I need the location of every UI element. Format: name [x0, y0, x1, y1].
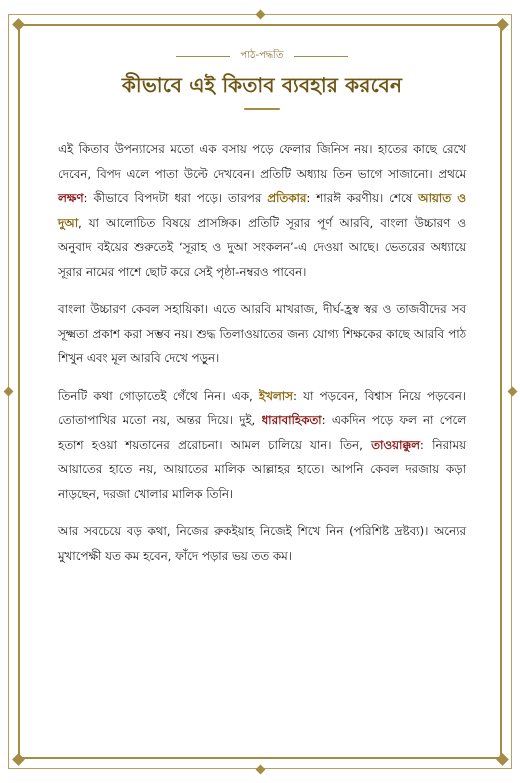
- term-ikhlas: ইখলাস: [259, 388, 293, 403]
- text-span: বাংলা উচ্চারণ কেবল সহায়িকা। এতে আরবি মাখরাজ, দীর্ঘ-হ্রস্ব স্বর ও তাজবীদের সব সূক্ষ্মতা প্রকাশ করা সম্ভব নয়। শুদ্ধ তিলাওয়াতের জন্য যোগ্য শিক্ষকের কাছে আরবি পাঠ শিখুন এবং মূল আরবি দেখে পড়ুন।: [58, 302, 466, 365]
- section-kicker: [58, 48, 466, 64]
- kicker-rule-left: [176, 56, 230, 57]
- title-underline: [244, 108, 280, 110]
- paragraph-pronunciation-note: [58, 297, 466, 371]
- page-content: [58, 40, 466, 581]
- text-span: তিনটি কথা গোড়াতেই গেঁথে নিন। এক,: [58, 388, 260, 403]
- text-span: : কীভাবে বিপদটা ধরা পড়ে। তারপর: [83, 191, 268, 205]
- paragraph-structure: [58, 137, 466, 284]
- text-span: : একদিন পড়ে ফল না পেলে হতাশ হওয়া শয়তানের প্ররোচনা। আমল চালিয়ে যান। তিন,: [58, 413, 467, 452]
- term-verses-duas: আয়াত ও দুআ: [58, 191, 466, 230]
- term-consistency: ধারাবাহিকতা: [261, 413, 322, 427]
- text-span: এই কিতাব উপন্যাসের মতো এক বসায় পড়ে ফেলার জিনিস নয়। হাতের কাছে রেখে দেবেন, বিপদ এলে পাতা উল্টে দেখবেন। প্রতিটি অধ্যায় তিন ভাগে সাজানো। প্রথমে: [58, 142, 466, 181]
- kicker-rule-right: [294, 56, 348, 57]
- text-span: আর সবচেয়ে বড় কথা, নিজের রুকইয়াহ নিজেই শিখে নিন (পরিশিষ্ট দ্রষ্টব্য)। অন্যের মুখাপেক্ষী যত কম হবেন, ফাঁদে পড়ার ভয় তত কম।: [58, 524, 466, 563]
- paragraph-closing: [58, 519, 466, 568]
- term-symptom: লক্ষণ: [58, 191, 84, 205]
- text-span: , যা আলোচিত বিষয়ে প্রাসঙ্গিক। প্রতিটি সূরার পূর্ণ আরবি, বাংলা উচ্চারণ ও অনুবাদ বইয়ের শুরুতেই ‘সূরাহ ও দুআ সংকলন’-এ দেওয়া আছে। ভেতরের অধ্যায়ে সূরার নামের পাশে ছোট করে সেই পৃষ্ঠা-নম্বরও পাবেন।: [58, 215, 466, 279]
- body-text: [58, 137, 466, 568]
- kicker-text: পাঠ-পদ্ধতি: [240, 50, 284, 61]
- text-span: : নিরাময় আয়াতের হাতে নয়, আয়াতের মালিক আল্লাহর হাতে। আপনি কেবল দরজায় কড়া নাড়ছেন, দরজা খোলার মালিক তিনি।: [58, 437, 466, 501]
- text-span: : যা পড়বেন, বিশ্বাস নিয়ে পড়বেন। তোতাপাখির মতো নয়, অন্তর দিয়ে। দুই,: [58, 388, 466, 427]
- text-span: : শারঈ করণীয়। শেষে: [306, 191, 419, 205]
- paragraph-three-principles: [58, 384, 466, 507]
- page-title: কীভাবে এই কিতাব ব্যবহার করবেন: [121, 73, 403, 97]
- term-tawakkul: তাওয়াক্কুল: [371, 437, 420, 452]
- term-remedy: প্রতিকার: [267, 191, 307, 205]
